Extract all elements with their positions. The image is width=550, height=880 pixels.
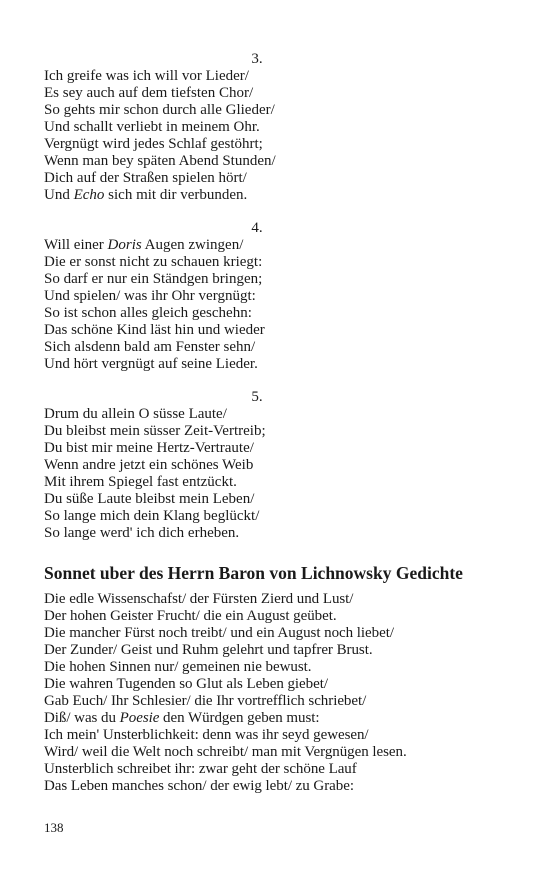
sonnet-text: [44, 591, 514, 795]
page-number: 138: [44, 820, 64, 835]
sonnet-line: Wird/ weil die Welt noch schreibt/ man mit Vergnügen lesen.: [44, 744, 407, 760]
verse-line: Sich alsdenn bald am Fenster sehn/: [44, 339, 256, 355]
verse-line: Und hört vergnügt auf seine Lieder.: [44, 356, 258, 372]
sonnet-line: Ich mein' Unsterblichkeit: denn was ihr seyd gewesen/: [44, 727, 369, 743]
stanza-number: 3.: [251, 51, 263, 67]
verse-line: Du süße Laute bleibst mein Leben/: [44, 491, 255, 507]
stanza-number: 4.: [251, 220, 263, 236]
sonnet-line: Das Leben manches schon/ der ewig lebt/ zu Grabe:: [44, 778, 354, 794]
verse-line: Will einer Doris Augen zwingen/: [44, 237, 244, 253]
verse-line: So gehts mir schon durch alle Glieder/: [44, 102, 275, 118]
verse-line: Mit ihrem Spiegel fast entzückt.: [44, 474, 237, 490]
verse-line: Wenn andre jetzt ein schönes Weib: [44, 457, 254, 473]
verse-line: Und schallt verliebt in meinem Ohr.: [44, 119, 260, 135]
sonnet-line: Unsterblich schreibet ihr: zwar geht der schöne Lauf: [44, 761, 357, 777]
verse-line: So lange werd' ich dich erheben.: [44, 525, 240, 541]
stanza-3: [44, 68, 514, 204]
verse-line: So darf er nur ein Ständgen bringen;: [44, 271, 263, 287]
verse-line: Ich greife was ich will vor Lieder/: [44, 68, 249, 84]
sonnet-line: Der Zunder/ Geist und Ruhm gelehrt und tapfrer Brust.: [44, 642, 373, 658]
sonnet-line: Der hohen Geister Frucht/ die ein August geübet.: [44, 608, 337, 624]
section-heading: Sonnet uber des Herrn Baron von Lichnowsky Gedichte: [44, 563, 463, 583]
stanza-4: [44, 237, 514, 373]
verse-line: Vergnügt wird jedes Schlaf gestöhrt;: [44, 136, 263, 152]
sonnet-line: Die edle Wissenschafst/ der Fürsten Zierd und Lust/: [44, 591, 354, 607]
verse-line: Drum du allein O süsse Laute/: [44, 406, 227, 422]
italic-word: Poesie: [119, 710, 160, 726]
verse-line: Die er sonst nicht zu schauen kriegt:: [44, 254, 263, 270]
italic-name: Doris: [107, 237, 142, 253]
stanza-5: [44, 406, 514, 542]
verse-line: Und spielen/ was ihr Ohr vergnügt:: [44, 288, 256, 304]
verse-line: Das schöne Kind läst hin und wieder: [44, 322, 265, 338]
verse-line: Dich auf der Straßen spielen hört/: [44, 170, 247, 186]
verse-line: Wenn man bey späten Abend Stunden/: [44, 153, 276, 169]
verse-line: Es sey auch auf dem tiefsten Chor/: [44, 85, 254, 101]
sonnet-line: Die hohen Sinnen nur/ gemeinen nie bewust.: [44, 659, 312, 675]
italic-name: Echo: [73, 187, 105, 203]
verse-line: Du bleibst mein süsser Zeit-Vertreib;: [44, 423, 266, 439]
sonnet-line: Diß/ was du Poesie den Würdgen geben must:: [44, 710, 320, 726]
verse-line: So ist schon alles gleich geschehn:: [44, 305, 252, 321]
stanza-number: 5.: [251, 389, 263, 405]
verse-line: Du bist mir meine Hertz-Vertraute/: [44, 440, 254, 456]
verse-line: Und Echo sich mit dir verbunden.: [44, 187, 248, 203]
book-page: [44, 0, 514, 880]
sonnet-line: Die mancher Fürst noch treibt/ und ein August noch liebet/: [44, 625, 394, 641]
sonnet-line: Die wahren Tugenden so Glut als Leben giebet/: [44, 676, 328, 692]
sonnet-line: Gab Euch/ Ihr Schlesier/ die Ihr vortrefflich schriebet/: [44, 693, 367, 709]
verse-line: So lange mich dein Klang beglückt/: [44, 508, 260, 524]
